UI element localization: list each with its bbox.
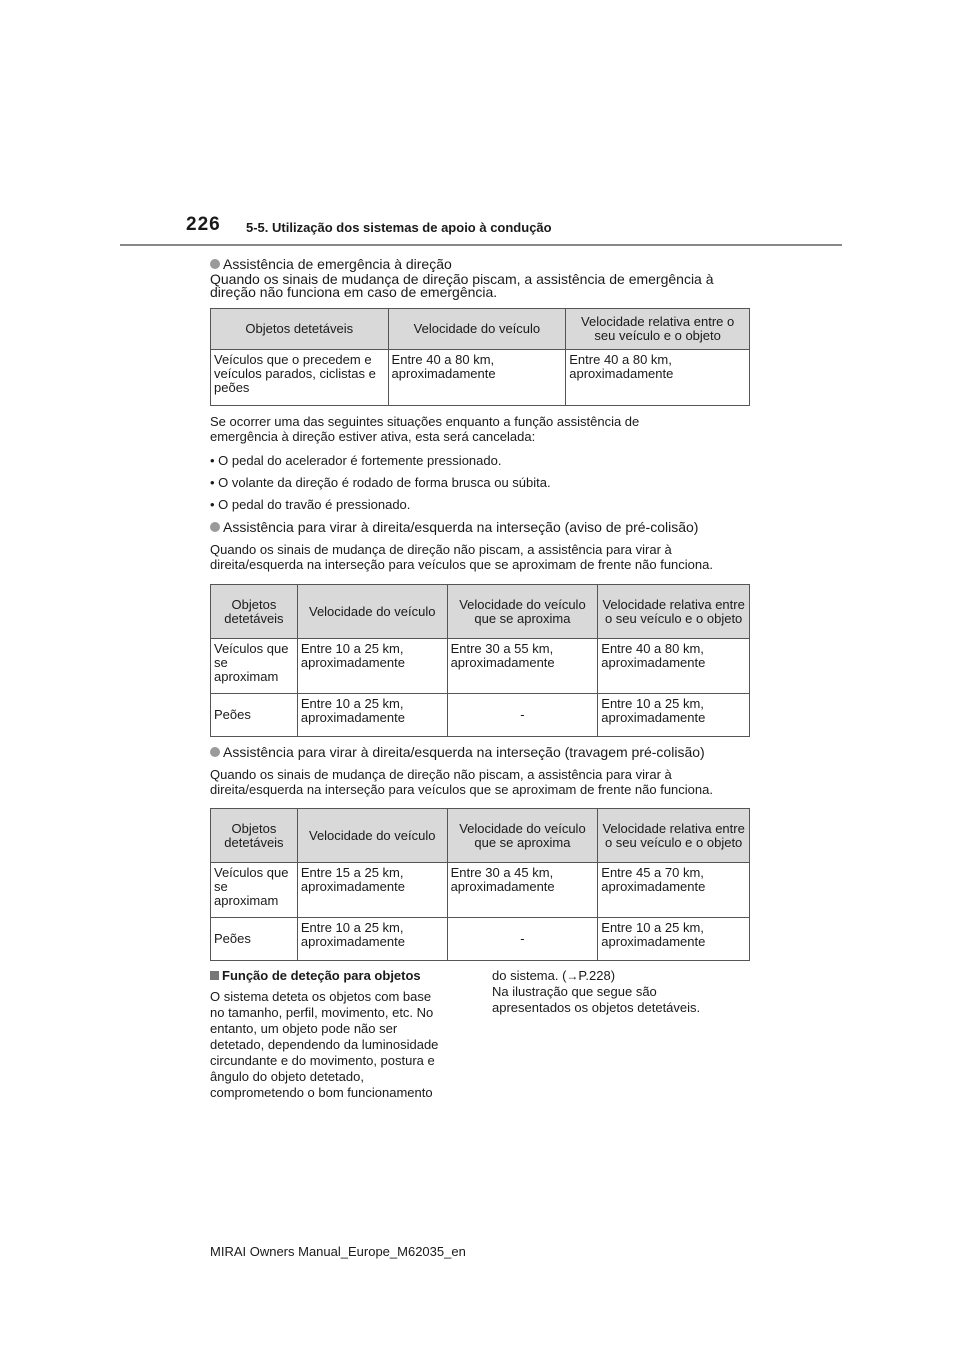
table-row: [211, 639, 750, 694]
block3-heading: [210, 744, 705, 760]
block1-heading: [210, 256, 452, 272]
detection-left-column: [210, 989, 485, 1101]
table-header-cell: Objetos detetáveis: [211, 809, 298, 863]
table-cell: Entre 10 a 25 km, aproximadamente: [297, 639, 447, 694]
square-bullet-icon: [210, 971, 219, 980]
table-row: [211, 918, 750, 961]
detection-line: no tamanho, perfil, movimento, etc. No: [210, 1005, 434, 1020]
table-cell: -: [447, 918, 598, 961]
detection-heading: [210, 968, 421, 983]
detection-heading-text: Função de deteção para objetos: [222, 968, 421, 983]
table-header-cell: Velocidade relativa entre o seu veículo e o objeto: [598, 809, 750, 863]
table-cell: Entre 40 a 80 km, aproximadamente: [388, 350, 566, 406]
detection-line: O sistema deteta os objetos com base: [210, 989, 432, 1004]
table-header-cell: Velocidade do veículo que se aproxima: [447, 585, 598, 639]
block2-text-line: direita/esquerda na interseção para veículos que se aproximam de frente não funciona.: [210, 557, 713, 572]
table-cell: -: [447, 694, 598, 737]
block2-text: [210, 542, 770, 572]
bullet-dot-icon: [210, 522, 220, 532]
table-cell: Entre 10 a 25 km, aproximadamente: [297, 694, 447, 737]
block1-after-text: [210, 414, 770, 444]
table-cell: Entre 10 a 25 km, aproximadamente: [598, 918, 750, 961]
table-cell: Veículos que o precedem e veículos parados, ciclistas e peões: [211, 350, 389, 406]
table-header-cell: Velocidade do veículo que se aproxima: [447, 809, 598, 863]
table-cell: Entre 30 a 55 km, aproximadamente: [447, 639, 598, 694]
block2-heading: [210, 519, 698, 535]
block1-text: [210, 273, 770, 299]
detection-right-column: [492, 968, 762, 1016]
detection-line: comprometendo o bom funcionamento: [210, 1085, 433, 1100]
table-header-row: [211, 309, 750, 350]
table-row: [211, 863, 750, 918]
table-header-cell: Velocidade relativa entre o seu veículo e o objeto: [566, 309, 750, 350]
section-title: 5-5. Utilização dos sistemas de apoio à condução: [246, 220, 552, 235]
table-header-row: [211, 585, 750, 639]
block1-text-line: direção não funciona em caso de emergência.: [210, 284, 498, 300]
detection-line: apresentados os objetos detetáveis.: [492, 1000, 701, 1015]
arrow-right-icon: →: [566, 969, 579, 983]
list-item: • O pedal do travão é pressionado.: [210, 497, 411, 512]
block1-after-line: emergência à direção estiver ativa, esta será cancelada:: [210, 429, 536, 444]
block3-text-line: direita/esquerda na interseção para veículos que se aproximam de frente não funciona.: [210, 782, 713, 797]
table-cell: Veículos que se aproximam: [211, 863, 298, 918]
block2-title: Assistência para virar à direita/esquerda na interseção (aviso de pré-colisão): [223, 519, 699, 535]
table-cell: Entre 10 a 25 km, aproximadamente: [297, 918, 447, 961]
detection-line: detetado, dependendo da luminosidade: [210, 1037, 439, 1052]
block3-title: Assistência para virar à direita/esquerda na interseção (travagem pré-colisão): [223, 744, 705, 760]
detection-line: entanto, um objeto pode não ser: [210, 1021, 398, 1036]
table-cell: Entre 40 a 80 km, aproximadamente: [566, 350, 750, 406]
table-header-row: [211, 809, 750, 863]
detection-line: Na ilustração que segue são: [492, 984, 657, 999]
header-divider: [120, 244, 842, 246]
table-header-cell: Velocidade relativa entre o seu veículo e o objeto: [598, 585, 750, 639]
table-row: [211, 694, 750, 737]
detection-line: circundante e do movimento, postura e: [210, 1053, 435, 1068]
table-header-cell: Velocidade do veículo: [297, 809, 447, 863]
block2-table: [210, 584, 750, 737]
table-cell: Peões: [211, 918, 298, 961]
table-cell: Entre 10 a 25 km, aproximadamente: [598, 694, 750, 737]
table-header-cell: Objetos detetáveis: [211, 585, 298, 639]
bullet-dot-icon: [210, 259, 220, 269]
block3-table: [210, 808, 750, 961]
block1-table: [210, 308, 750, 406]
table-header-cell: Velocidade do veículo: [388, 309, 566, 350]
table-header-cell: Objetos detetáveis: [211, 309, 389, 350]
block1-title: Assistência de emergência à direção: [223, 256, 452, 272]
table-cell: Veículos que se aproximam: [211, 639, 298, 694]
bullet-dot-icon: [210, 747, 220, 757]
block1-text-line: Quando os sinais de mudança de direção piscam, a assistência de emergência à: [210, 271, 714, 287]
detection-line: do sistema. (→P.228): [492, 968, 616, 983]
table-header-cell: Velocidade do veículo: [297, 585, 447, 639]
block2-text-line: Quando os sinais de mudança de direção não piscam, a assistência para virar à: [210, 542, 672, 557]
block3-text-line: Quando os sinais de mudança de direção não piscam, a assistência para virar à: [210, 767, 672, 782]
block3-text: [210, 767, 770, 797]
detection-line: ângulo do objeto detetado,: [210, 1069, 364, 1084]
block1-after-line: Se ocorrer uma das seguintes situações enquanto a função assistência de: [210, 414, 640, 429]
page-footer: MIRAI Owners Manual_Europe_M62035_en: [210, 1244, 466, 1259]
list-item: • O volante da direção é rodado de forma brusca ou súbita.: [210, 475, 551, 490]
page-number: 226: [186, 214, 221, 235]
table-cell: Entre 15 a 25 km, aproximadamente: [297, 863, 447, 918]
table-cell: Entre 45 a 70 km, aproximadamente: [598, 863, 750, 918]
table-cell: Entre 30 a 45 km, aproximadamente: [447, 863, 598, 918]
table-cell: Entre 40 a 80 km, aproximadamente: [598, 639, 750, 694]
list-item: • O pedal do acelerador é fortemente pressionado.: [210, 453, 502, 468]
table-row: [211, 350, 750, 406]
table-cell: Peões: [211, 694, 298, 737]
page-reference-link[interactable]: P.228): [578, 968, 616, 983]
